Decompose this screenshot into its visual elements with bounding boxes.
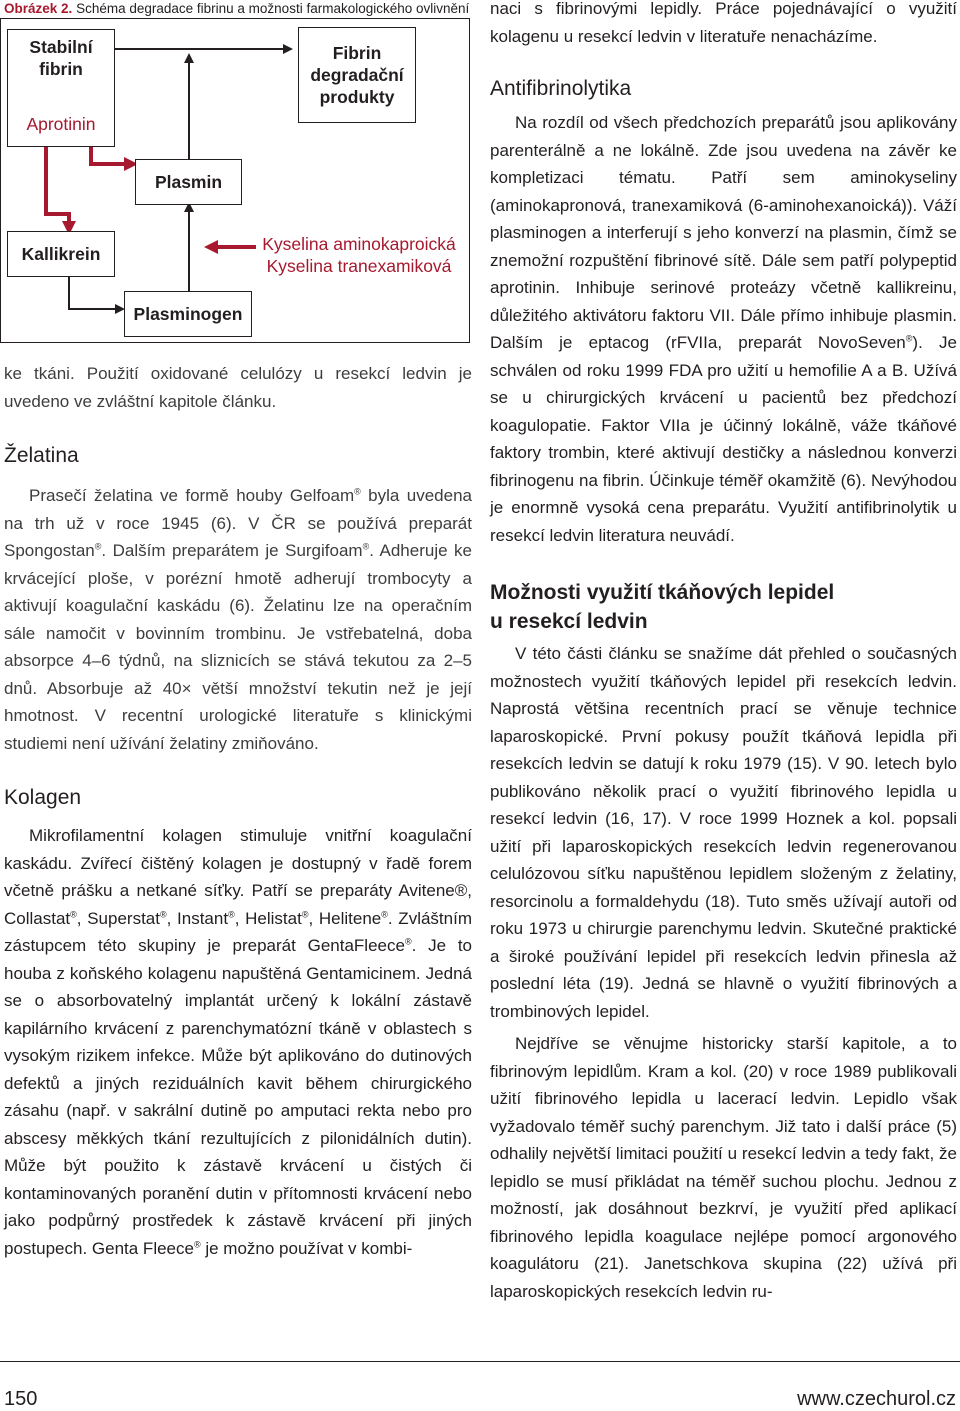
paragraph-gelatin: [4, 482, 472, 757]
registered-mark: ®: [362, 541, 370, 552]
registered-mark: ®: [381, 908, 388, 919]
left-body: [4, 360, 472, 1262]
heading-tissue-glues-line-1: Možnosti využití tkáňových lepidel: [490, 581, 835, 604]
gelatin-text-4: . Adheruje ke krvácející ploše, v porézní hmotě adherují trombocyty a aktivují koagulační kaskádu (6). Želatinu lze na operačním sále namočit v bovinním trombinu. Je vstřebatelná, doba absorpce 4–6 týdnů, na sliznicích se stává tekutou za 2–5 dnů. Absorbuje až 40× větší množství tekutin než je její hmotnost. V recentní urologické literatuře s klinickými studiemi není užívání želatiny zmiňováno.: [4, 541, 472, 753]
registered-mark: ®: [70, 908, 77, 919]
paragraph-collagen-end: naci s fibrinovými lepidly. Práce pojednávající o využití kolagenu u resekcí ledvin v literatuře nenacházíme.: [490, 0, 957, 46]
registered-mark: ®: [404, 936, 412, 947]
plasmin-label: Plasmin: [154, 172, 223, 192]
collagen-text-3: , Instant: [166, 908, 229, 928]
registered-mark: ®: [354, 486, 361, 497]
fibrin-products-box: [298, 27, 416, 123]
acid-tranexamic-label: Kyselina tranexamiková: [266, 256, 452, 276]
antifib-text-1: Na rozdíl od všech předchozích preparátů jsou aplikovány parenterálně a ne lokálně. Zde jsou uvedena na závěr ke kompletizaci tématu. Patří sem aminokyseliny (aminokapronová, tranexamiková (6-aminohexanoická)). Váží plasminogen a interferují s jeho konverzí na plasmin, čímž se znemožní rozpuštění fibrinové sítě. Dále sem patří polypeptid aprotinin. Inhibuje serinové proteázy včetně kallikreinu, důležitého aktivátoru faktoru VII. Dále přímo inhibuje plasmin. Dalším je eptacog (rFVIIa, preparát NovoSeven: [490, 113, 957, 352]
page-number: 150: [4, 1388, 38, 1410]
heading-antifibrinolytics: Antifibrinolytika: [490, 77, 632, 100]
heading-gelatin: Želatina: [4, 444, 79, 467]
arrow-aprotinin-to-kallikrein: [46, 139, 69, 231]
registered-mark: ®: [94, 541, 102, 552]
gelatin-text-3: . Dalším preparátem je Surgifoam: [101, 541, 363, 560]
collagen-text-6: . Zvláštním zástupcem této skupiny je preparát GentaFleece: [4, 908, 472, 955]
plasmin-box: [135, 159, 242, 205]
figure-caption-text: Schéma degradace fibrinu a možnosti farmakologického ovlivnění: [76, 1, 470, 16]
footer-rule: [0, 1361, 960, 1362]
figure-diagram: [0, 18, 470, 343]
paragraph-oxidized-cellulose-end: ke tkáni. Použití oxidované celulózy u resekcí ledvin je uvedeno ve zvláštní kapitole článku.: [4, 364, 472, 411]
heading-tissue-glues: [490, 578, 957, 636]
figure-caption-label: Obrázek 2.: [4, 1, 73, 16]
gelatin-text-2: byla uvedena na trh už v roce 1945 (6). V ČR se používá preparát Spongostan: [4, 486, 472, 560]
heading-tissue-glues-line-2: u resekcí ledvin: [490, 610, 648, 633]
aprotinin-label: Aprotinin: [26, 114, 96, 134]
gelatin-text-1: Prasečí želatina ve formě houby Gelfoam: [29, 486, 355, 505]
paragraph-collagen: [4, 822, 472, 1262]
collagen-text-8: je možno používat v kombi-: [200, 1238, 413, 1258]
plasminogen-label: Plasminogen: [133, 304, 243, 324]
collagen-text-1: Mikrofilamentní kolagen stimuluje vnitřní koagulační kaskádu. Zvířecí čištěný kolagen je dostupný v řadě forem včetně prášku a netkané síťky. Patří se preparáty Avitene®, Collastat: [4, 826, 472, 928]
acids-label: [259, 233, 459, 277]
registered-mark: ®: [905, 333, 913, 344]
website-link[interactable]: www.czechurol.cz: [797, 1388, 956, 1410]
acid-aminocaproic-label: Kyselina aminokaproická: [262, 234, 456, 254]
arrow-kallikrein-to-plasminogen: [69, 275, 123, 309]
paragraph-tissue-glues-2: Nejdříve se věnujme historicky starší kapitole, a to fibrinovým lepidlům. Kram a kol. (20) v roce 1989 publikovali užití fibrinového lepidla u lacerací ledvin. Lepidlo však vyžadovalo téměř suchý parenchym. Již tato i další práce (5) odhalily největší limitaci použití u resekcí ledvin a tedy fakt, že lepidlo se musí přikládat na téměř suchou plochu. Jednou z možností, jak dosáhnout bezkrví, je využití před aplikací fibrinového lepidla koagulace nejlépe pomocí argonového koagulátoru (21). Janetschkova skupina (22) užívá při laparoskopických resekcích ledvin ru-: [490, 1034, 957, 1301]
right-body: [490, 0, 957, 1305]
registered-mark: ®: [228, 908, 235, 919]
collagen-text-4: , Helistat: [234, 908, 302, 928]
collagen-text-7: . Je to houba z koňského kolagenu napuštěná Gentamicinem. Jedná se o absorbovatelný implantát určený k lokální zástavě kapilárního krvácení z parenchymatózní tkáně v oblastech s vysokým rizikem infekce. Může být aplikováno do dutinových defektů a jiných reziduálních kavit během chirurgického zásahu (např. v sakrální dutině po amputaci rekta nebo pro abscesy měkkých tkání rezultujících z pilonidálních dutin). Může být použito k zástavě krvácení u čistých či kontaminovaných poranění dutin v přítomnosti krvácení nebo jako podpůrný prostředek k zástavě krvácení při jiných postupech. Genta Fleece: [4, 936, 472, 1258]
antifib-text-2: ). Je schválen od roku 1999 FDA pro užití u hemofilie A a B. Užívá se u chirurgických krvácení u pacientů bez předchozí koagulopatie. Faktor VIIa je účinný lokálně, váže tkáňové faktory trombin, které aktivují destičky a následnou konverzi fibrinogenu na fibrin. Účinkuje téměř okamžitě (6). Nevýhodou je enormně vysoká cena preparátu. Využití antifibrinolytik u resekcí ledvin literatura neuvádí.: [490, 333, 957, 545]
plasminogen-box: [124, 291, 252, 337]
kallikrein-label: Kallikrein: [21, 244, 101, 264]
stable-fibrin-label: Stabilní fibrin: [29, 37, 93, 79]
kallikrein-box: [7, 231, 115, 277]
collagen-text-2: , Superstat: [76, 908, 160, 928]
heading-collagen: Kolagen: [4, 786, 82, 809]
figure-caption: [4, 0, 469, 18]
registered-mark: ®: [301, 908, 309, 919]
fibrin-products-label: Fibrin degradační produkty: [310, 43, 404, 107]
registered-mark: ®: [159, 908, 167, 919]
paragraph-tissue-glues-1: V této části článku se snažíme dát přehled o současných možnostech využití tkáňových lepidel při resekcích ledvin. Naprostá většina recentních prací se věnuje technice laparoskopické. První pokusy použít tkáňová lepidla při resekcích ledvin se datují k roku 1979 (15). V 90. letech bylo publikováno několik prací o využití fibrinového lepidla u resekcí ledvin (16, 17). V roce 1999 Hoznek a kol. popsali užití při laparoskopických resekcích ledvin regenerovanou celulózovou síťku napuštěnou lepidlem složeným z želatiny, resorcinolu a formaldehydu (18). Tuto směs užívají autoři od roku 1973 u chirurgie parenchymu ledvin. Skutečné praktické a široké používání lepidel při resekcích ledvin přinesla až poslední léta (19). Jedná se hlavně o využití fibrinových a trombinových lepidel.: [490, 644, 957, 1021]
paragraph-antifibrinolytics: [490, 109, 957, 549]
collagen-text-5: , Helitene: [308, 908, 382, 928]
registered-mark: ®: [193, 1238, 201, 1249]
